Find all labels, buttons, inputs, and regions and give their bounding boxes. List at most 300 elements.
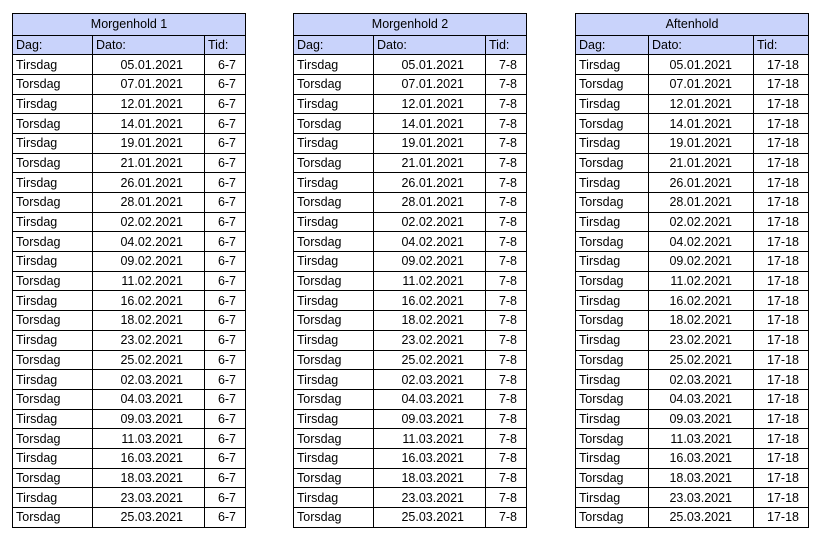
cell-time: 17-18 [754,488,809,508]
table-row [294,389,527,409]
cell-time: 7-8 [486,114,527,134]
header-time: Tid: [486,35,527,55]
cell-day: Torsdag [294,74,374,94]
cell-day: Torsdag [294,311,374,331]
table-row [294,252,527,272]
table-row [294,488,527,508]
cell-date: 12.01.2021 [649,94,754,114]
cell-day: Torsdag [576,389,649,409]
cell-day: Tirsdag [13,94,93,114]
table-row [294,468,527,488]
cell-day: Torsdag [576,508,649,528]
table-row [576,488,809,508]
table-row [294,370,527,390]
cell-time: 7-8 [486,389,527,409]
table-row [294,193,527,213]
cell-date: 25.03.2021 [374,508,486,528]
cell-day: Torsdag [13,508,93,528]
cell-time: 7-8 [486,370,527,390]
cell-time: 6-7 [205,508,246,528]
table-title-row [576,14,809,36]
table-header-row [13,35,246,55]
cell-date: 16.02.2021 [374,291,486,311]
cell-date: 14.01.2021 [649,114,754,134]
table-row [576,173,809,193]
cell-day: Torsdag [294,153,374,173]
cell-day: Tirsdag [294,448,374,468]
header-date: Dato: [93,35,205,55]
header-day: Dag: [294,35,374,55]
cell-day: Torsdag [294,429,374,449]
table-row [576,330,809,350]
table-row [13,173,246,193]
cell-time: 6-7 [205,271,246,291]
cell-day: Torsdag [13,389,93,409]
table-row [13,74,246,94]
table-row [294,114,527,134]
cell-time: 7-8 [486,330,527,350]
cell-day: Torsdag [13,468,93,488]
cell-date: 21.01.2021 [374,153,486,173]
cell-day: Torsdag [294,468,374,488]
table-row [576,232,809,252]
cell-date: 02.02.2021 [93,212,205,232]
cell-date: 14.01.2021 [374,114,486,134]
table-row [13,508,246,528]
cell-date: 19.01.2021 [649,133,754,153]
cell-date: 11.02.2021 [93,271,205,291]
cell-date: 07.01.2021 [93,74,205,94]
cell-date: 04.02.2021 [93,232,205,252]
table-row [13,291,246,311]
cell-time: 17-18 [754,409,809,429]
table-row [576,429,809,449]
cell-time: 17-18 [754,350,809,370]
table-row [576,114,809,134]
table-row [294,153,527,173]
cell-time: 17-18 [754,153,809,173]
cell-day: Torsdag [576,468,649,488]
cell-day: Tirsdag [576,55,649,75]
table-row [576,389,809,409]
cell-date: 09.03.2021 [374,409,486,429]
table-row [294,508,527,528]
header-date: Dato: [649,35,754,55]
cell-day: Torsdag [294,114,374,134]
table-row [13,271,246,291]
cell-day: Tirsdag [576,212,649,232]
cell-date: 19.01.2021 [374,133,486,153]
cell-date: 16.03.2021 [649,448,754,468]
cell-date: 23.02.2021 [649,330,754,350]
cell-day: Tirsdag [294,488,374,508]
cell-time: 17-18 [754,114,809,134]
table-row [13,153,246,173]
table-row [13,409,246,429]
cell-date: 12.01.2021 [374,94,486,114]
cell-date: 04.03.2021 [649,389,754,409]
cell-day: Torsdag [576,350,649,370]
cell-time: 7-8 [486,291,527,311]
cell-time: 7-8 [486,468,527,488]
cell-date: 18.03.2021 [374,468,486,488]
cell-date: 11.02.2021 [649,271,754,291]
table-row [576,409,809,429]
schedule-body [294,14,527,528]
cell-time: 17-18 [754,94,809,114]
cell-time: 6-7 [205,173,246,193]
cell-day: Torsdag [13,429,93,449]
table-title: Morgenhold 1 [13,14,246,36]
cell-date: 18.03.2021 [649,468,754,488]
cell-day: Tirsdag [294,212,374,232]
cell-day: Tirsdag [294,173,374,193]
table-row [294,350,527,370]
table-row [576,370,809,390]
cell-date: 09.03.2021 [649,409,754,429]
table-row [576,350,809,370]
table-row [294,232,527,252]
cell-date: 02.03.2021 [374,370,486,390]
cell-day: Torsdag [576,153,649,173]
cell-date: 25.03.2021 [93,508,205,528]
cell-date: 02.02.2021 [374,212,486,232]
table-row [294,448,527,468]
cell-date: 14.01.2021 [93,114,205,134]
cell-time: 17-18 [754,173,809,193]
cell-time: 7-8 [486,311,527,331]
cell-time: 17-18 [754,370,809,390]
cell-time: 7-8 [486,173,527,193]
table-row [13,212,246,232]
table-header-row [294,35,527,55]
cell-date: 25.03.2021 [649,508,754,528]
cell-date: 05.01.2021 [93,55,205,75]
cell-date: 09.02.2021 [374,252,486,272]
cell-date: 04.03.2021 [93,389,205,409]
cell-date: 25.02.2021 [649,350,754,370]
cell-date: 19.01.2021 [93,133,205,153]
cell-date: 23.03.2021 [93,488,205,508]
cell-day: Tirsdag [13,409,93,429]
table-row [13,330,246,350]
cell-time: 17-18 [754,330,809,350]
table-row [13,232,246,252]
cell-date: 05.01.2021 [374,55,486,75]
cell-date: 23.02.2021 [93,330,205,350]
cell-date: 18.03.2021 [93,468,205,488]
header-time: Tid: [205,35,246,55]
cell-time: 7-8 [486,429,527,449]
cell-day: Tirsdag [13,173,93,193]
cell-time: 17-18 [754,311,809,331]
table-row [294,212,527,232]
cell-time: 6-7 [205,370,246,390]
cell-time: 7-8 [486,193,527,213]
cell-date: 16.03.2021 [374,448,486,468]
cell-day: Tirsdag [576,252,649,272]
table-row [294,55,527,75]
cell-day: Torsdag [13,114,93,134]
cell-time: 17-18 [754,291,809,311]
cell-day: Torsdag [576,232,649,252]
cell-time: 6-7 [205,74,246,94]
cell-time: 6-7 [205,350,246,370]
cell-date: 26.01.2021 [93,173,205,193]
cell-date: 07.01.2021 [374,74,486,94]
cell-date: 07.01.2021 [649,74,754,94]
header-date: Dato: [374,35,486,55]
cell-time: 7-8 [486,448,527,468]
schedule-table [293,13,527,528]
table-row [13,448,246,468]
cell-day: Tirsdag [576,488,649,508]
cell-day: Tirsdag [576,291,649,311]
cell-day: Torsdag [13,311,93,331]
table-row [294,429,527,449]
cell-time: 7-8 [486,94,527,114]
table-row [13,468,246,488]
cell-date: 05.01.2021 [649,55,754,75]
cell-day: Torsdag [294,232,374,252]
cell-date: 04.02.2021 [374,232,486,252]
cell-day: Tirsdag [13,330,93,350]
cell-day: Torsdag [13,153,93,173]
table-row [576,252,809,272]
cell-time: 6-7 [205,94,246,114]
table-row [576,74,809,94]
schedule-body [576,14,809,528]
cell-time: 7-8 [486,74,527,94]
table-row [13,133,246,153]
cell-time: 6-7 [205,429,246,449]
schedule-table [575,13,809,528]
cell-day: Tirsdag [576,94,649,114]
table-title: Morgenhold 2 [294,14,527,36]
cell-time: 6-7 [205,212,246,232]
cell-date: 18.02.2021 [374,311,486,331]
table-row [576,133,809,153]
table-row [13,193,246,213]
cell-time: 7-8 [486,55,527,75]
cell-date: 12.01.2021 [93,94,205,114]
cell-date: 23.02.2021 [374,330,486,350]
cell-date: 11.03.2021 [93,429,205,449]
cell-time: 6-7 [205,291,246,311]
cell-day: Tirsdag [13,291,93,311]
cell-day: Tirsdag [13,448,93,468]
cell-day: Torsdag [576,429,649,449]
table-title-row [13,14,246,36]
cell-time: 7-8 [486,232,527,252]
cell-time: 7-8 [486,271,527,291]
cell-time: 6-7 [205,193,246,213]
cell-time: 17-18 [754,232,809,252]
cell-day: Torsdag [294,350,374,370]
cell-time: 6-7 [205,252,246,272]
table-row [294,311,527,331]
header-day: Dag: [13,35,93,55]
table-row [13,389,246,409]
cell-time: 7-8 [486,488,527,508]
cell-day: Torsdag [13,232,93,252]
cell-time: 6-7 [205,153,246,173]
cell-date: 23.03.2021 [374,488,486,508]
table-row [294,74,527,94]
cell-time: 17-18 [754,448,809,468]
cell-day: Tirsdag [576,330,649,350]
cell-date: 28.01.2021 [93,193,205,213]
table-row [294,173,527,193]
cell-day: Tirsdag [576,448,649,468]
schedule-body [13,14,246,528]
table-row [576,212,809,232]
cell-day: Torsdag [13,193,93,213]
cell-date: 26.01.2021 [649,173,754,193]
header-day: Dag: [576,35,649,55]
cell-date: 21.01.2021 [649,153,754,173]
cell-time: 7-8 [486,212,527,232]
table-row [13,370,246,390]
cell-time: 6-7 [205,389,246,409]
table-row [13,114,246,134]
cell-day: Tirsdag [576,370,649,390]
cell-day: Tirsdag [13,212,93,232]
cell-time: 7-8 [486,508,527,528]
cell-day: Tirsdag [294,133,374,153]
cell-date: 16.03.2021 [93,448,205,468]
cell-time: 17-18 [754,55,809,75]
table-title: Aftenhold [576,14,809,36]
cell-day: Tirsdag [294,252,374,272]
cell-date: 16.02.2021 [649,291,754,311]
table-row [576,311,809,331]
table-row [294,94,527,114]
cell-time: 6-7 [205,468,246,488]
cell-day: Torsdag [576,74,649,94]
cell-time: 7-8 [486,153,527,173]
cell-time: 6-7 [205,114,246,134]
table-row [576,508,809,528]
cell-day: Tirsdag [13,55,93,75]
cell-time: 7-8 [486,133,527,153]
cell-day: Tirsdag [576,409,649,429]
table-row [576,55,809,75]
cell-date: 25.02.2021 [374,350,486,370]
header-time: Tid: [754,35,809,55]
cell-day: Torsdag [294,271,374,291]
table-title-row [294,14,527,36]
cell-date: 11.02.2021 [374,271,486,291]
cell-day: Tirsdag [294,94,374,114]
cell-date: 11.03.2021 [649,429,754,449]
cell-date: 28.01.2021 [649,193,754,213]
cell-date: 23.03.2021 [649,488,754,508]
table-header-row [576,35,809,55]
table-row [294,330,527,350]
cell-time: 17-18 [754,74,809,94]
cell-day: Torsdag [13,271,93,291]
table-row [294,133,527,153]
table-row [294,271,527,291]
cell-date: 11.03.2021 [374,429,486,449]
cell-time: 6-7 [205,330,246,350]
cell-time: 17-18 [754,252,809,272]
cell-date: 02.03.2021 [649,370,754,390]
cell-time: 17-18 [754,508,809,528]
cell-time: 17-18 [754,271,809,291]
cell-date: 02.02.2021 [649,212,754,232]
cell-date: 25.02.2021 [93,350,205,370]
cell-time: 6-7 [205,409,246,429]
cell-time: 6-7 [205,448,246,468]
table-row [13,94,246,114]
cell-day: Tirsdag [294,291,374,311]
table-row [13,350,246,370]
cell-day: Torsdag [13,74,93,94]
cell-day: Tirsdag [294,330,374,350]
cell-date: 21.01.2021 [93,153,205,173]
cell-date: 09.03.2021 [93,409,205,429]
cell-time: 7-8 [486,350,527,370]
cell-day: Torsdag [576,271,649,291]
table-row [576,153,809,173]
cell-time: 17-18 [754,212,809,232]
cell-date: 02.03.2021 [93,370,205,390]
table-row [576,468,809,488]
cell-time: 6-7 [205,311,246,331]
cell-day: Tirsdag [13,370,93,390]
table-row [13,429,246,449]
table-row [13,488,246,508]
cell-day: Tirsdag [13,488,93,508]
cell-date: 16.02.2021 [93,291,205,311]
table-row [13,252,246,272]
cell-day: Tirsdag [294,370,374,390]
cell-day: Torsdag [576,311,649,331]
table-row [294,291,527,311]
cell-day: Tirsdag [13,133,93,153]
cell-day: Tirsdag [576,173,649,193]
cell-day: Torsdag [294,193,374,213]
cell-time: 17-18 [754,468,809,488]
cell-time: 17-18 [754,389,809,409]
cell-date: 18.02.2021 [649,311,754,331]
cell-time: 7-8 [486,409,527,429]
table-row [13,311,246,331]
cell-date: 09.02.2021 [93,252,205,272]
cell-time: 17-18 [754,193,809,213]
cell-date: 26.01.2021 [374,173,486,193]
cell-date: 04.02.2021 [649,232,754,252]
table-row [576,271,809,291]
cell-day: Torsdag [576,193,649,213]
cell-date: 04.03.2021 [374,389,486,409]
table-row [294,409,527,429]
cell-date: 28.01.2021 [374,193,486,213]
cell-day: Torsdag [13,350,93,370]
schedule-table [12,13,246,528]
cell-day: Tirsdag [294,409,374,429]
cell-day: Tirsdag [13,252,93,272]
table-row [576,291,809,311]
cell-time: 7-8 [486,252,527,272]
cell-time: 17-18 [754,133,809,153]
cell-day: Torsdag [576,114,649,134]
table-row [576,193,809,213]
cell-day: Tirsdag [294,55,374,75]
table-row [576,448,809,468]
